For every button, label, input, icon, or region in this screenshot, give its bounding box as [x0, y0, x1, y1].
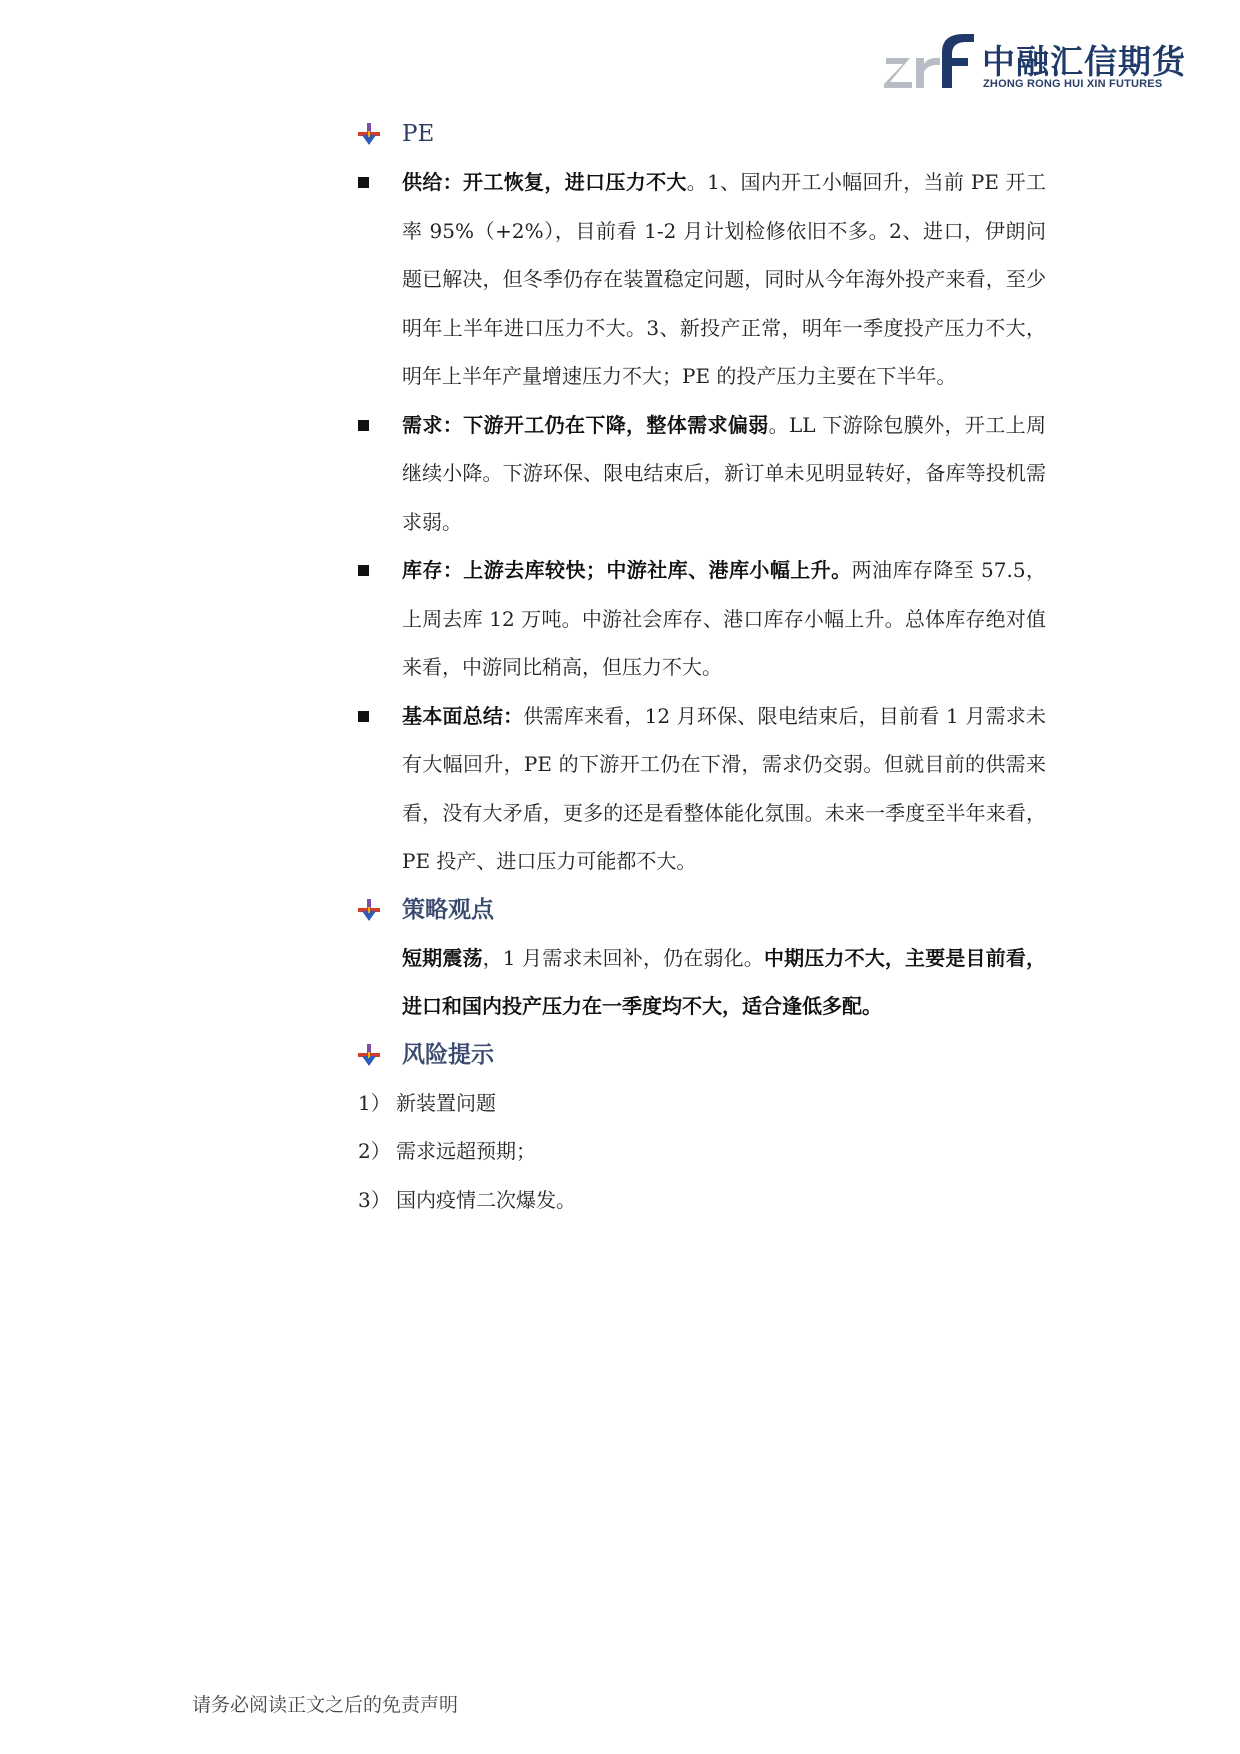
- risk-text: 国内疫情二次爆发。: [396, 1187, 576, 1212]
- strategy-text-1: ，1 月需求未回补，仍在弱化。: [482, 945, 764, 970]
- bullet-label: 供给：开工恢复，进口压力不大: [402, 170, 687, 194]
- bullet-inventory: [354, 546, 1046, 692]
- risk-item: [354, 1127, 1046, 1176]
- risk-item: [354, 1079, 1046, 1128]
- square-bullet-icon: [358, 711, 369, 722]
- report-body: [354, 110, 1046, 1224]
- risk-number: 2）: [358, 1139, 391, 1163]
- section-title: PE: [402, 121, 435, 147]
- strategy-paragraph: [354, 934, 1046, 1031]
- risk-item: [354, 1176, 1046, 1225]
- risk-text: 新装置问题: [396, 1090, 496, 1115]
- section-heading-strategy: [354, 886, 1046, 934]
- company-name-en: ZHONG RONG HUI XIN FUTURES: [983, 78, 1163, 90]
- bullet-text: 两油库存降至 57.5，上周去库 12 万吨。中游社会库存、港口库存小幅上升。总体库存绝对值来看，中游同比稍高，但压力不大。: [402, 558, 1047, 679]
- bullet-supply: [354, 158, 1046, 401]
- bullet-text: 。LL 下游除包膜外，开工上周继续小降。下游环保、限电结束后，新订单未见明显转好，备库等投机需求弱。: [402, 412, 1047, 534]
- company-name-cn: 中融汇信期货: [982, 42, 1186, 81]
- square-bullet-icon: [358, 177, 369, 188]
- section-title: 策略观点: [402, 895, 494, 923]
- risk-text: 需求远超预期；: [396, 1139, 536, 1163]
- bullet-text: 。1、国内开工小幅回升，当前 PE 开工率 95%（+2%），目前看 1-2 月计划检修依旧不多。2、进口，伊朗问题已解决，但冬季仍存在装置稳定问题，同时从今年海外投产来看，至少明年上半年进口压力不大。3、新投产正常，明年一季度投产压力不大，明年上半年产量增速压力不大；PE 的投产压力主要在下半年。: [402, 170, 1047, 388]
- bullet-label: 需求：下游开工仍在下降，整体需求偏弱: [402, 412, 769, 437]
- square-bullet-icon: [358, 565, 369, 576]
- footer-disclaimer: 请务必阅读正文之后的免责声明: [192, 1694, 459, 1716]
- company-logo: [884, 30, 1186, 96]
- risk-number: 3）: [358, 1187, 391, 1212]
- section-heading-pe: [354, 110, 1046, 158]
- strategy-bold-1: 短期震荡: [402, 945, 483, 970]
- arrow-down-icon: [358, 123, 380, 145]
- strategy-bold-2: 中期压力不大，主要是目前看，进口和国内投产压力在一季度均不大，适合逢低多配。: [402, 945, 1047, 1018]
- arrow-down-icon: [358, 899, 380, 921]
- risk-number: 1）: [358, 1090, 391, 1115]
- section-title: 风险提示: [402, 1040, 494, 1068]
- bullet-text: 供需库来看，12 月环保、限电结束后，目前看 1 月需求未有大幅回升，PE 的下游开工仍在下滑，需求仍交弱。但就目前的供需来看，没有大矛盾，更多的还是看整体能化氛围。未来一季度至半年来看，PE 投产、进口压力可能都不大。: [402, 703, 1047, 873]
- square-bullet-icon: [358, 420, 369, 431]
- bullet-demand: [354, 401, 1046, 547]
- zrf-logo-mark: [884, 30, 976, 96]
- bullet-label: 库存：上游去库较快；中游社库、港库小幅上升。: [402, 558, 852, 582]
- section-heading-risk: [354, 1031, 1046, 1079]
- bullet-summary: [354, 692, 1046, 886]
- bullet-label: 基本面总结：: [402, 703, 524, 728]
- arrow-down-icon: [358, 1044, 380, 1066]
